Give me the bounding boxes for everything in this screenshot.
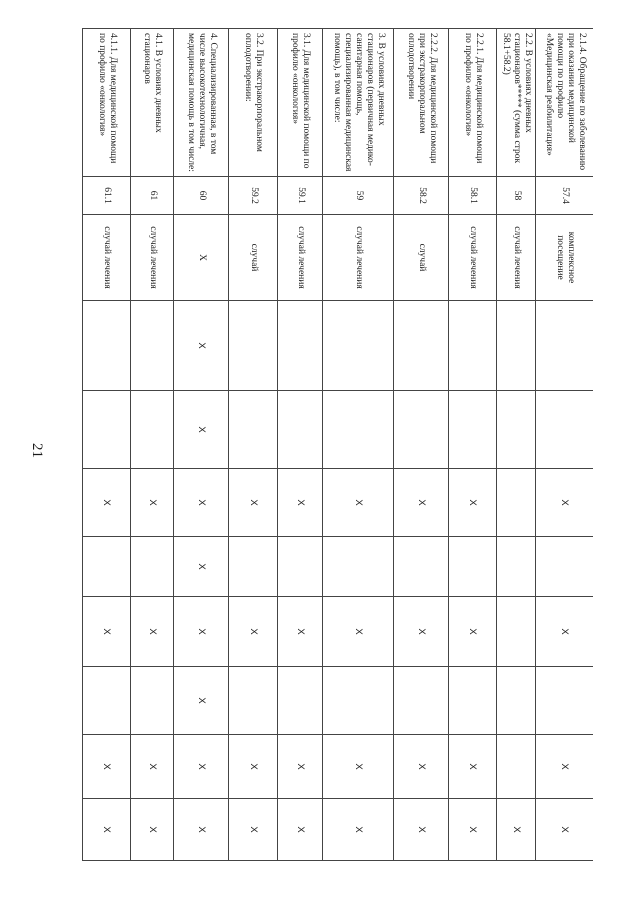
value-cell — [83, 537, 131, 597]
row-unit: случай лечения — [449, 215, 497, 301]
value-cell — [536, 391, 593, 469]
value-cell — [131, 667, 174, 735]
row-name: 4.1.1. Для медицинской помощи по профилю «онкология» — [83, 29, 131, 177]
value-cell — [229, 537, 278, 597]
value-cell: X — [83, 469, 131, 537]
row-name: 2.2.2. Для медицинской помощи при экстракорпоральном оплодотворении — [394, 29, 449, 177]
value-cell — [394, 537, 449, 597]
table-row — [323, 29, 394, 861]
value-cell: X — [536, 469, 593, 537]
value-cell — [449, 301, 497, 391]
value-cell: X — [278, 799, 323, 861]
table-row — [131, 29, 174, 861]
value-cell — [394, 667, 449, 735]
value-cell — [497, 667, 536, 735]
value-cell — [229, 391, 278, 469]
value-cell: X — [174, 469, 229, 537]
value-cell: X — [174, 391, 229, 469]
value-cell: X — [449, 469, 497, 537]
row-unit: случай лечения — [323, 215, 394, 301]
row-number: 58.2 — [394, 177, 449, 215]
value-cell: X — [278, 469, 323, 537]
row-unit: случай — [229, 215, 278, 301]
value-cell: X — [278, 735, 323, 799]
row-name: 2.1.4. Обращение по заболеванию при оказании медицинской помощи по профилю «Медицинская реабилитация» — [536, 29, 593, 177]
value-cell: X — [174, 799, 229, 861]
row-unit: случай лечения — [83, 215, 131, 301]
row-name: 2.2.1. Для медицинской помощи по профилю «онкология» — [449, 29, 497, 177]
row-number: 59 — [323, 177, 394, 215]
value-cell: X — [83, 597, 131, 667]
value-cell — [394, 301, 449, 391]
value-cell: X — [449, 799, 497, 861]
value-cell — [278, 667, 323, 735]
value-cell: X — [174, 537, 229, 597]
row-unit: X — [174, 215, 229, 301]
value-cell — [449, 391, 497, 469]
value-cell: X — [131, 799, 174, 861]
table-row — [497, 29, 536, 861]
value-cell — [229, 301, 278, 391]
value-cell — [83, 391, 131, 469]
value-cell — [278, 391, 323, 469]
row-number: 61 — [131, 177, 174, 215]
table-row — [229, 29, 278, 861]
value-cell — [497, 391, 536, 469]
value-cell: X — [497, 799, 536, 861]
value-cell — [449, 537, 497, 597]
row-name: 4. Специализированная, в том числе высокотехнологичная, медицинская помощь в том числе: — [174, 29, 229, 177]
row-name: 3.1. Для медицинской помощи по профилю «онкология» — [278, 29, 323, 177]
value-cell — [497, 597, 536, 667]
value-cell — [323, 667, 394, 735]
value-cell: X — [536, 597, 593, 667]
value-cell: X — [323, 799, 394, 861]
value-cell — [323, 301, 394, 391]
value-cell: X — [394, 469, 449, 537]
row-unit: случай лечения — [131, 215, 174, 301]
rotated-table-container — [83, 28, 593, 860]
value-cell: X — [229, 469, 278, 537]
value-cell — [83, 667, 131, 735]
value-cell — [278, 301, 323, 391]
row-name: 4.1. В условиях дневных стационаров — [131, 29, 174, 177]
value-cell: X — [131, 469, 174, 537]
row-name: 3.2. При экстракорпоральном оплодотворении: — [229, 29, 278, 177]
value-cell: X — [229, 799, 278, 861]
value-cell — [536, 667, 593, 735]
value-cell — [131, 391, 174, 469]
value-cell: X — [323, 597, 394, 667]
value-cell: X — [131, 597, 174, 667]
value-cell — [497, 301, 536, 391]
value-cell: X — [174, 667, 229, 735]
value-cell — [394, 391, 449, 469]
row-unit: случай лечения — [278, 215, 323, 301]
row-number: 59.1 — [278, 177, 323, 215]
row-unit: комплексное посещение — [536, 215, 593, 301]
row-unit: случай — [394, 215, 449, 301]
value-cell — [536, 537, 593, 597]
value-cell: X — [131, 735, 174, 799]
table-row — [83, 29, 131, 861]
value-cell: X — [323, 469, 394, 537]
value-cell: X — [278, 597, 323, 667]
table-row — [278, 29, 323, 861]
value-cell: X — [174, 597, 229, 667]
value-cell: X — [449, 597, 497, 667]
value-cell — [323, 537, 394, 597]
table-row — [394, 29, 449, 861]
row-number: 60 — [174, 177, 229, 215]
table-row — [536, 29, 593, 861]
value-cell — [323, 391, 394, 469]
value-cell — [497, 735, 536, 799]
value-cell: X — [83, 735, 131, 799]
value-cell — [497, 469, 536, 537]
table-row — [449, 29, 497, 861]
value-cell: X — [229, 735, 278, 799]
row-number: 58.1 — [449, 177, 497, 215]
row-number: 59.2 — [229, 177, 278, 215]
value-cell: X — [394, 735, 449, 799]
value-cell — [449, 667, 497, 735]
row-number: 58 — [497, 177, 536, 215]
value-cell — [497, 537, 536, 597]
row-name: 2.2. В условиях дневных стационаров***** (сумма строк 58.1+58.2) — [497, 29, 536, 177]
value-cell — [131, 537, 174, 597]
value-cell — [278, 537, 323, 597]
value-cell: X — [229, 597, 278, 667]
value-cell: X — [323, 735, 394, 799]
value-cell — [83, 301, 131, 391]
value-cell: X — [394, 597, 449, 667]
row-number: 61.1 — [83, 177, 131, 215]
page-number: 21 — [29, 443, 45, 458]
row-number: 57.4 — [536, 177, 593, 215]
value-cell: X — [536, 735, 593, 799]
value-cell: X — [536, 799, 593, 861]
row-unit: случай лечения — [497, 215, 536, 301]
value-cell: X — [83, 799, 131, 861]
table-row — [174, 29, 229, 861]
value-cell — [131, 301, 174, 391]
value-cell — [229, 667, 278, 735]
row-name: 3. В условиях дневных стационаров (первичная медико-санитарная помощь, специализированная медицинская помощь), в том числе: — [323, 29, 394, 177]
value-cell: X — [449, 735, 497, 799]
tariff-table — [83, 28, 594, 861]
value-cell: X — [174, 301, 229, 391]
value-cell: X — [394, 799, 449, 861]
value-cell — [536, 301, 593, 391]
value-cell: X — [174, 735, 229, 799]
